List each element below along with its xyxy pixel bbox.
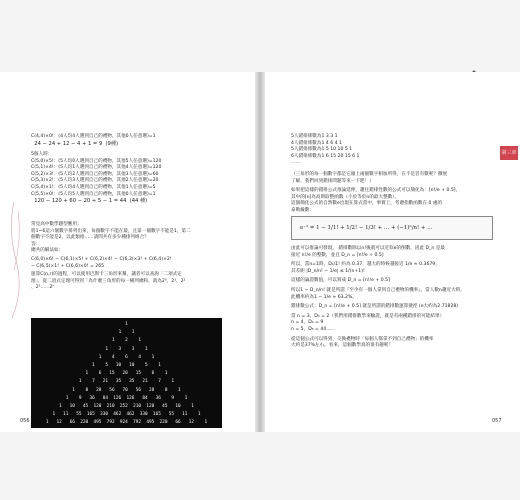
text-line: n = 4，D₄ = 9 [291,320,324,326]
text-line: 從這個公式可以得到，交換禮物時「每個人都拿不到自己禮物」的機率 [291,336,434,342]
text-line: n = 5，D₅ = 44…… [291,326,336,332]
left-block-5-people [31,152,161,205]
text-line: C(5,4)×1!：(5人均4人選到自己的禮物，其他1人任意選)=5 [31,184,156,190]
text-line: C(5,3)×2!：(5人均3人選到自己的禮物，其他2人任意選)=20 [31,178,159,184]
text-line: 120 − 120 + 60 − 20 + 5 − 1 = 44 (44 種) [31,198,148,205]
pascal-row: 1 7 21 35 35 21 7 1 [78,379,175,385]
taylor-series-formula [291,216,493,240]
pascal-row: 1 10 45 120 210 252 210 120 45 10 1 [59,404,194,410]
side-tab-label: 第三章 [501,150,517,156]
text-line: C(5,1)×4!：(5人均1人選到自己的禮物，其他4人任意選)=120 [31,165,162,171]
text-line: 個數字不能是2，以此類推……請問共有多少種排列組合？ [31,235,149,241]
right-block-explanation [291,172,460,215]
text-line: C(5,5)×0!：(5人均5人選到自己的禮物，其他0人任意選)=1 [31,191,156,197]
pascal-triangle [31,318,222,428]
left-page-number: 056 [20,418,30,424]
pascal-row: 1 12 66 220 495 792 924 792 495 220 66 12 1 [45,420,208,426]
text-line: 運算C(n,r)的過程，可以使用巴斯卡三角形來幫，讓者可以查詢「二項式定 [31,272,182,278]
text-line: − C(6,5)×1! + C(6,6)×0! = 265 [31,263,105,269]
margin-doodle-icon [4,200,24,320]
text-line: 4人錯排係數為1 4 6 4 1 [291,140,342,146]
left-block-4-people [31,134,156,147]
right-page-number: 057 [492,418,502,424]
text-line: 當 n = 3，D₃ = 2（我們用錯排數學來驗證，就是有兩種錯排的可能結果） [291,313,445,319]
text-line: （三角形的每一個數字都是它頭上兩個數字相加所得，在不是首有數呢？擴展 [291,172,448,177]
text-line: 6人錯排係數為1 6 15 20 15 6 1 [291,153,360,159]
text-line: 所以，當n=1時，D₁/1! 約為 0.37，越大的時候越接近 1/e ≈ 0.3679， [291,262,440,268]
text-line: 常見高中數學題型應用： [31,222,82,227]
text-line: 、2³……2ⁿ [31,285,55,291]
formula-text: e⁻¹ = 1 − 1/1! + 1/2! − 1/3! + … + (−1)ⁿ/n! + … [300,225,433,231]
text-line: 大約是37%左右。看來，這個數學真的很有趣呢！ [291,343,394,349]
text-line: 錯排數公式：D_n = [n!/e + 0.5] 就是所謂的錯排數運算捷徑 (e大約為2.71828) [291,304,459,310]
pascal-row: 1 5 10 10 5 1 [92,363,161,369]
text-line: 此機率約為1 − 1/e ≈ 63.2%。 [291,294,357,300]
text-line: C(6,0)×6! − C(6,1)×5! + C(6,2)×4! − C(6,3)×3! + C(6,4)×2! [31,256,172,262]
text-line: 總共的解法如： [31,248,64,254]
chapter-side-tab [500,146,518,160]
text-line: 答： [31,241,41,247]
text-line: 理」、從二項式定理可得到「為什麼三角形的每一橫列總和，就為2⁰、2¹、2² [31,278,186,284]
text-line: 將1~6這六個數字排列出來，每個數字不能在最，且第一個數字不能是1，第二 [31,228,191,234]
text-line: C(5,0)×5!：(5人均0人選到自己的禮物，其他5人任意選)=120 [31,158,162,164]
pascal-row: 1 3 3 1 [105,346,148,352]
text-line: 5個人時： [31,152,53,157]
text-line: 其中的[n]為高斯取整函數（小於等於n的最大整數）。 [291,194,400,200]
book-gutter [255,72,265,432]
right-block-derivation [291,246,465,350]
pascal-row: 1 6 15 20 15 6 1 [85,371,168,377]
text-line: 泰勒級數： [291,207,314,213]
text-line: 這個簡化公式的自然數e出現在算式當中，事實上，考慮指數函數在 0 處的 [291,201,443,207]
pascal-row: 1 2 1 [111,338,142,344]
text-line: 其差距 |D_n/n! − 1/e| ≤ 1/(n+1)! [291,268,365,274]
text-line: C(5,2)×3!：(5人均2人選到自己的禮物，其他3人任意選)=60 [31,171,159,177]
text-line: 如果把這樣的錯排公式推論延伸，趨往錯排性數的公式可以簡化為：[n!/e + 0.5]， [291,188,461,194]
pascal-row: 1 11 55 165 330 462 462 330 165 55 11 1 [52,412,201,418]
text-line: 5人錯排係數為1 3 3 1 [291,134,338,139]
pascal-row: 1 8 28 56 70 56 28 8 1 [72,387,181,393]
text-line: 這樣的論證數值，可以寫成 D_n = [n!/e + 0.5] [291,278,390,284]
pascal-row: 1 4 6 4 1 [98,354,155,360]
text-line: 由此可以推論可發現， 錯排數除以n!後就可以近似e的倒數，因此 D_n 是最 [291,246,445,251]
text-line: C(4,4)×0!：(4人均4人選到自己的禮物，其他0人任意選)=1 [31,134,156,139]
left-block-application [31,222,191,292]
text-line: …… [291,160,301,166]
text-line: 5人錯排係數為1 5 10 10 5 1 [291,147,353,153]
right-block-coefficients [291,134,359,167]
text-line: 了解，我們回到錯排問題等來一下吧！） [291,178,374,184]
pascal-row: 1 1 [118,330,135,336]
text-line: 接近 n!/e 的整數，並且 D_n = [n!/e + 0.5] [291,252,384,258]
pascal-row: 1 [125,322,128,327]
pascal-row: 1 9 36 84 126 126 84 36 9 1 [65,395,188,401]
text-line: 24 − 24 + 12 − 4 + 1 = 9 (9種) [31,140,119,147]
text-line: 所以1 − D_n/n! 就是所謂『至少有一個人拿到自己禮物的機率』，當人數n趨近大時， [291,287,465,293]
